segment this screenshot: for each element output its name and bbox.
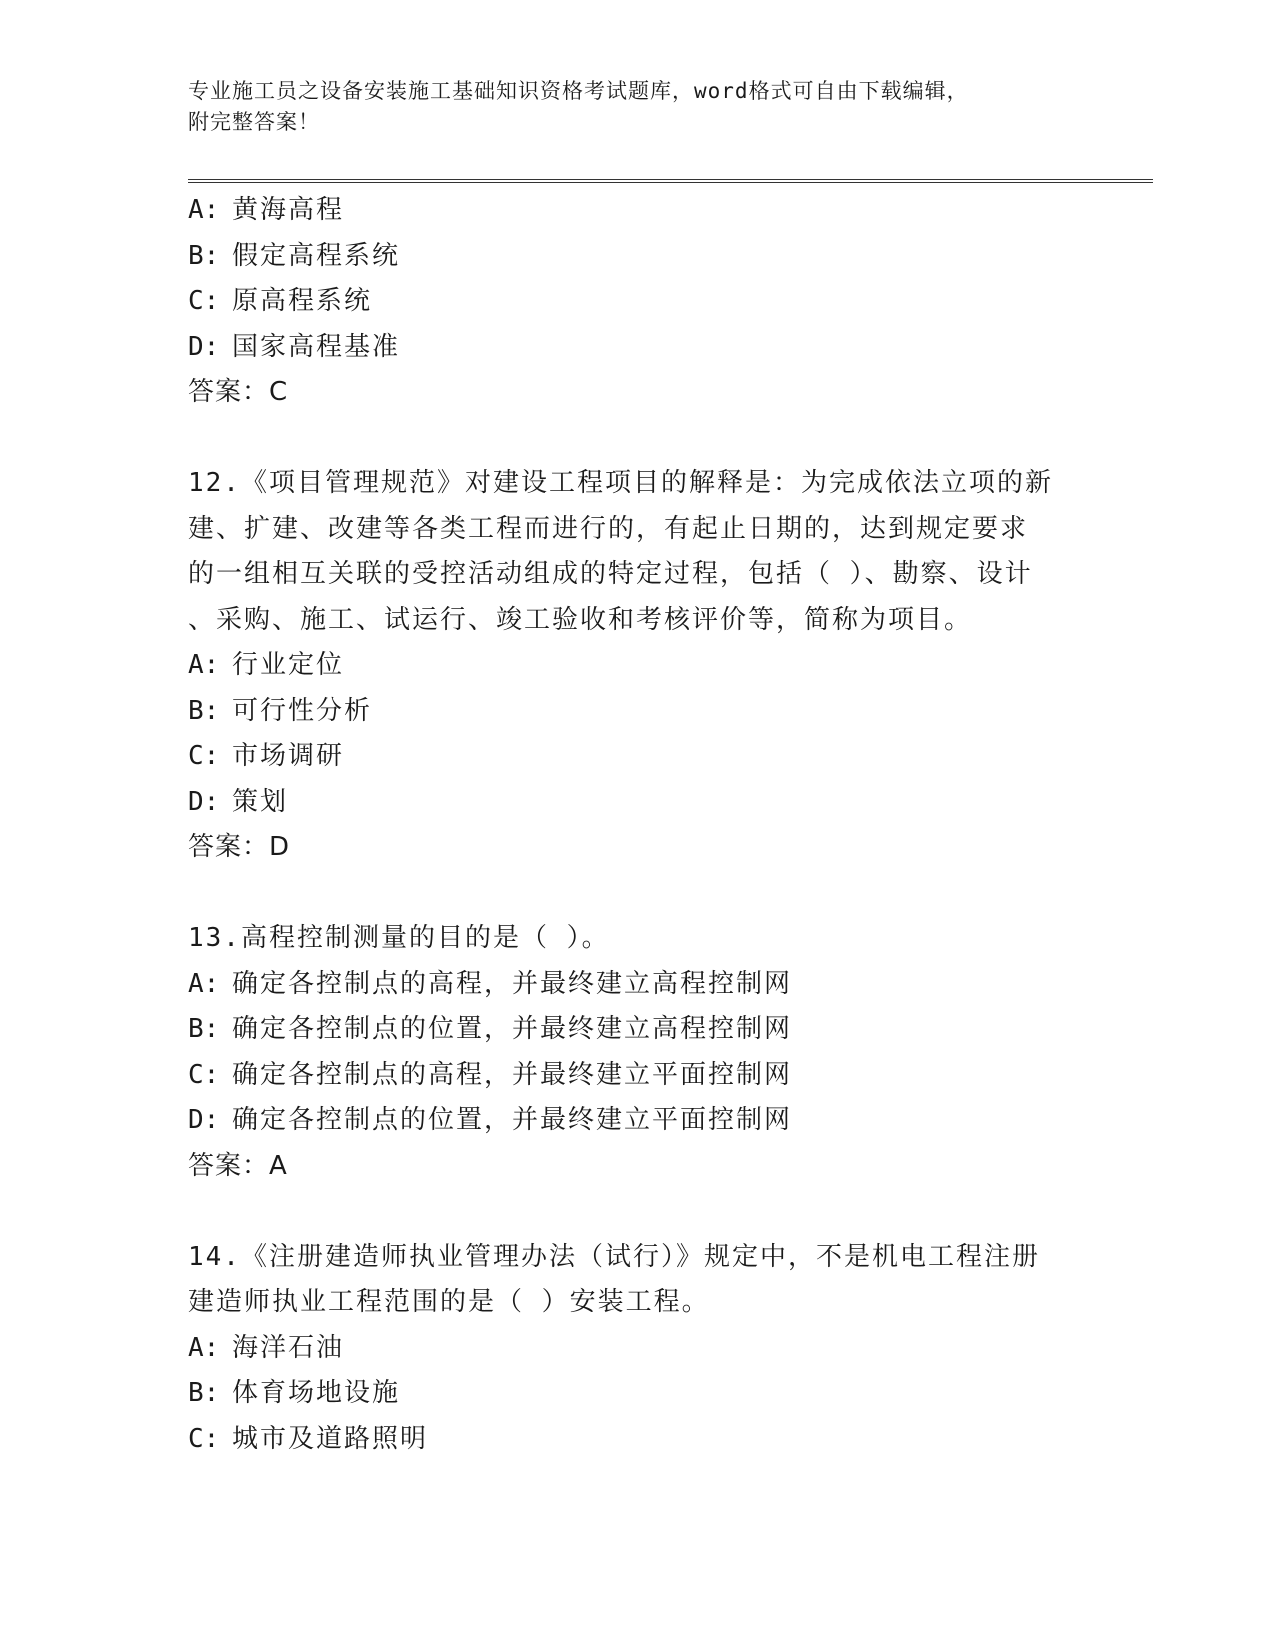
option-letter: B: xyxy=(188,1378,220,1408)
option-letter: B: xyxy=(188,240,220,271)
question-list xyxy=(188,188,1068,1462)
option-letter: B: xyxy=(188,1014,220,1044)
option-b xyxy=(188,689,1068,735)
option-text: 策划 xyxy=(232,786,289,817)
option-c xyxy=(188,734,1068,780)
option-letter: D: xyxy=(188,786,220,817)
question-13 xyxy=(188,916,1068,1189)
question-14 xyxy=(188,1235,1068,1463)
option-b xyxy=(188,1007,1068,1053)
option-text: 行业定位 xyxy=(232,650,345,680)
option-c xyxy=(188,279,1068,325)
option-letter: C: xyxy=(188,741,220,771)
option-a xyxy=(188,1326,1068,1372)
option-text: 黄海高程 xyxy=(232,195,345,225)
question-stem-line: 的一组相互关联的受控活动组成的特定过程，包括（ ）、勘察、设计 xyxy=(188,559,1033,589)
option-a xyxy=(188,188,1068,234)
option-d xyxy=(188,780,1068,826)
option-a xyxy=(188,962,1068,1008)
spacer xyxy=(188,871,1068,917)
option-text: 可行性分析 xyxy=(232,695,373,726)
option-b xyxy=(188,1371,1068,1417)
question-11 xyxy=(188,188,1068,416)
question-12 xyxy=(188,461,1068,871)
option-letter: A: xyxy=(188,968,220,999)
question-stem-line: 、采购、施工、试运行、竣工验收和考核评价等，简称为项目。 xyxy=(188,604,973,635)
option-text: 确定各控制点的位置，并最终建立高程控制网 xyxy=(232,1014,793,1044)
option-text: 城市及道路照明 xyxy=(232,1423,429,1454)
spacer xyxy=(188,416,1068,462)
option-text: 假定高程系统 xyxy=(232,240,401,271)
option-letter: A: xyxy=(188,650,220,680)
option-letter: A: xyxy=(188,1332,220,1363)
option-d xyxy=(188,325,1068,371)
option-d xyxy=(188,1098,1068,1144)
option-c xyxy=(188,1053,1068,1099)
option-letter: B: xyxy=(188,695,220,726)
option-b xyxy=(188,234,1068,280)
option-letter: C: xyxy=(188,1059,220,1090)
header-line-1: 专业施工员之设备安装施工基础知识资格考试题库，word格式可自由下载编辑， xyxy=(188,79,969,103)
option-letter: C: xyxy=(188,286,220,316)
answer-line: 答案：D xyxy=(188,832,291,862)
option-letter: A: xyxy=(188,195,220,225)
answer-line: 答案：C xyxy=(188,377,289,407)
option-text: 原高程系统 xyxy=(232,286,373,316)
header-divider xyxy=(188,179,1153,183)
question-stem-line: 13.高程控制测量的目的是（ ）。 xyxy=(188,923,610,953)
spacer xyxy=(188,1189,1068,1235)
option-letter: C: xyxy=(188,1423,220,1454)
option-text: 体育场地设施 xyxy=(232,1378,401,1408)
option-text: 确定各控制点的位置，并最终建立平面控制网 xyxy=(232,1105,793,1135)
option-text: 海洋石油 xyxy=(232,1332,345,1363)
option-c xyxy=(188,1417,1068,1463)
option-text: 确定各控制点的高程，并最终建立高程控制网 xyxy=(232,968,793,999)
question-stem-line: 14.《注册建造师执业管理办法（试行）》规定中，不是机电工程注册 xyxy=(188,1241,1040,1272)
option-letter: D: xyxy=(188,1105,220,1135)
question-stem-line: 12.《项目管理规范》对建设工程项目的解释是：为完成依法立项的新 xyxy=(188,468,1053,498)
option-text: 确定各控制点的高程，并最终建立平面控制网 xyxy=(232,1059,793,1090)
header-line-2: 附完整答案！ xyxy=(188,110,320,134)
question-stem-line: 建造师执业工程范围的是（ ）安装工程。 xyxy=(188,1287,710,1317)
option-text: 市场调研 xyxy=(232,741,345,771)
option-letter: D: xyxy=(188,331,220,362)
question-stem-line: 建、扩建、改建等各类工程而进行的，有起止日期的，达到规定要求 xyxy=(188,513,1029,544)
option-text: 国家高程基准 xyxy=(232,331,401,362)
option-a xyxy=(188,643,1068,689)
document-header xyxy=(188,76,1088,138)
answer-line: 答案：A xyxy=(188,1150,288,1181)
